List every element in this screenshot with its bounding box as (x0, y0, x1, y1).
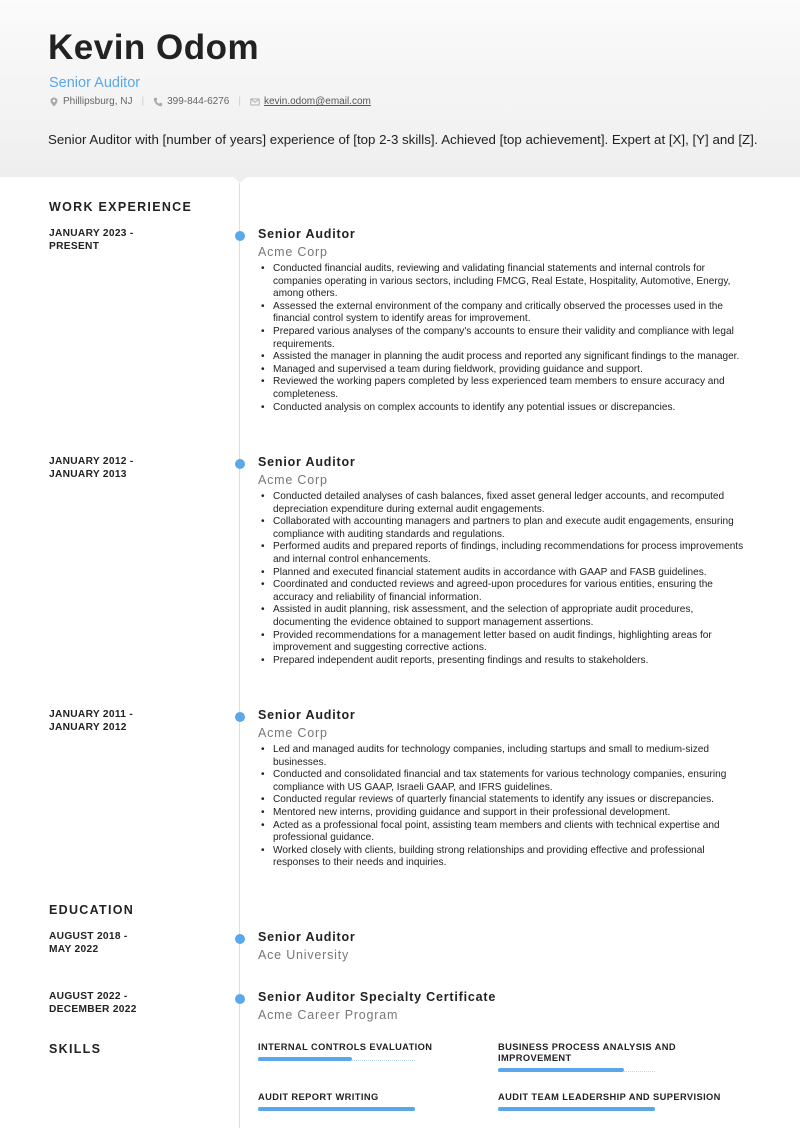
institution-name: Acme Career Program (258, 1008, 399, 1022)
skill-name: AUDIT REPORT WRITING (258, 1092, 379, 1102)
date-start: JANUARY 2023 - (49, 228, 134, 239)
bullet-item: • Prepared independent audit reports, presenting findings and results to stakeholders. (258, 655, 753, 668)
bullet-item: • Conducted analysis on complex accounts to identify any potential issues or discrepancies. (258, 402, 753, 415)
date-end: PRESENT (49, 241, 100, 252)
date-end: JANUARY 2012 (49, 722, 127, 733)
bullet-item: • Prepared various analyses of the company's accounts to ensure their validity and compliance with legal requirements. (258, 326, 753, 351)
bullet-item: • Conducted financial audits, reviewing and validating financial statements and internal controls for companies operating in various sectors, including FMCG, Real Estate, Hospitality, Automotive, Energy, among others. (258, 263, 753, 301)
institution-name: Ace University (258, 948, 350, 962)
bullet-item: • Led and managed audits for technology companies, including startups and small to medium-sized businesses. (258, 744, 753, 769)
bullet-item: • Acted as a professional focal point, assisting team members and clients with technical expertise and professional guidance. (258, 820, 753, 845)
resume-header (0, 0, 800, 177)
bullet-item: • Planned and executed financial statement audits in accordance with GAAP and FASB guidelines. (258, 567, 753, 580)
achievement-list (258, 491, 753, 667)
bullet-item: • Mentored new interns, providing guidance and support in their professional development. (258, 807, 753, 820)
job-title: Senior Auditor (258, 455, 356, 469)
bullet-item: • Assisted the manager in planning the audit process and reported any significant findings to the manager. (258, 351, 753, 364)
contact-location (49, 96, 132, 107)
header-notch (232, 176, 248, 183)
company-name: Acme Corp (258, 726, 328, 740)
skill-bar (498, 1107, 655, 1111)
bullet-item: • Provided recommendations for a management letter based on audit findings, highlighting areas for improvement and suggesting corrective actions. (258, 630, 753, 655)
contact-separator: | (238, 96, 241, 107)
bullet-item: • Conducted detailed analyses of cash balances, fixed asset general ledger accounts, and recomputed depreciation expenditure during external audit engagements. (258, 491, 753, 516)
achievement-list (258, 263, 753, 414)
phone-icon (153, 97, 163, 107)
skill-name: INTERNAL CONTROLS EVALUATION (258, 1042, 433, 1052)
degree-title: Senior Auditor (258, 930, 356, 944)
summary-text: Senior Auditor with [number of years] experience of [top 2-3 skills]. Achieved [top achievement]. Expert at [X], [Y] and [Z]. (48, 132, 758, 147)
bullet-item: • Performed audits and prepared reports of findings, including recommendations for process improvements and internal control enhancements. (258, 541, 753, 566)
skill-name: BUSINESS PROCESS ANALYSIS AND IMPROVEMENT (498, 1042, 676, 1063)
candidate-role: Senior Auditor (49, 75, 141, 91)
entry-date (49, 930, 169, 956)
email-link[interactable]: kevin.odom@email.com (263, 96, 371, 107)
phone-text: 399-844-6276 (167, 96, 230, 107)
entry-date (49, 708, 169, 734)
bullet-item: • Coordinated and conducted reviews and agreed-upon procedures for various entities, ensuring the accuracy and reliability of financial information. (258, 579, 753, 604)
timeline-line (239, 183, 240, 1128)
job-title: Senior Auditor (258, 708, 356, 722)
date-end: DECEMBER 2022 (49, 1004, 137, 1015)
date-start: JANUARY 2011 - (49, 709, 134, 720)
entry-date (49, 990, 169, 1016)
bullet-item: • Collaborated with accounting managers and partners to plan and execute audit engagements, ensuring compliance with auditing standards and regulations. (258, 516, 753, 541)
bullet-item: • Assisted in audit planning, risk assessment, and the selection of appropriate audit procedures, documenting the evidence obtained to support management assertions. (258, 604, 753, 629)
skill-item (258, 1092, 415, 1111)
date-start: AUGUST 2022 - (49, 991, 128, 1002)
date-start: AUGUST 2018 - (49, 931, 128, 942)
skill-name: AUDIT TEAM LEADERSHIP AND SUPERVISION (498, 1092, 721, 1102)
degree-title: Senior Auditor Specialty Certificate (258, 990, 497, 1004)
skill-bar (258, 1057, 415, 1061)
date-end: JANUARY 2013 (49, 469, 127, 480)
skill-level-fill (498, 1068, 624, 1072)
timeline-dot (235, 712, 245, 722)
bullet-item: • Conducted regular reviews of quarterly financial statements to identify any issues or discrepancies. (258, 794, 753, 807)
bullet-item: • Managed and supervised a team during fieldwork, providing guidance and support. (258, 364, 753, 377)
skill-item (498, 1092, 758, 1111)
timeline-dot (235, 231, 245, 241)
skill-bar (498, 1068, 655, 1072)
company-name: Acme Corp (258, 245, 328, 259)
envelope-icon (250, 97, 260, 107)
entry-date (49, 455, 169, 481)
section-title-skills: SKILLS (49, 1042, 102, 1056)
map-pin-icon (49, 97, 59, 107)
contact-line (49, 96, 371, 107)
section-title-experience: WORK EXPERIENCE (49, 200, 193, 214)
skill-level-fill (498, 1107, 655, 1111)
contact-email (250, 96, 371, 107)
contact-phone (153, 96, 229, 107)
bullet-item: • Conducted and consolidated financial and tax statements for various technology companies, ensuring compliance with US GAAP, Israeli GAAP, and IFRS guidelines. (258, 769, 753, 794)
bullet-item: • Reviewed the working papers completed by less experienced team members to ensure accuracy and completeness. (258, 376, 753, 401)
timeline-dot (235, 994, 245, 1004)
date-end: MAY 2022 (49, 944, 99, 955)
skill-item (258, 1042, 432, 1061)
bullet-item: • Assessed the external environment of the company and critically observed the processes used in the financial control system to identify areas for improvement. (258, 301, 753, 326)
skill-level-fill (258, 1057, 352, 1061)
skill-bar (258, 1107, 415, 1111)
date-start: JANUARY 2012 - (49, 456, 134, 467)
section-title-education: EDUCATION (49, 903, 135, 917)
bullet-item: • Worked closely with clients, building strong relationships and providing effective and professional responses to their needs and inquiries. (258, 845, 753, 870)
candidate-name: Kevin Odom (48, 28, 260, 67)
skill-item (498, 1042, 718, 1072)
company-name: Acme Corp (258, 473, 328, 487)
achievement-list (258, 744, 753, 870)
skill-level-fill (258, 1107, 415, 1111)
job-title: Senior Auditor (258, 227, 356, 241)
entry-date (49, 227, 169, 253)
contact-separator: | (141, 96, 145, 107)
timeline-dot (235, 459, 245, 469)
location-text: Phillipsburg, NJ (63, 96, 133, 107)
timeline-dot (235, 934, 245, 944)
